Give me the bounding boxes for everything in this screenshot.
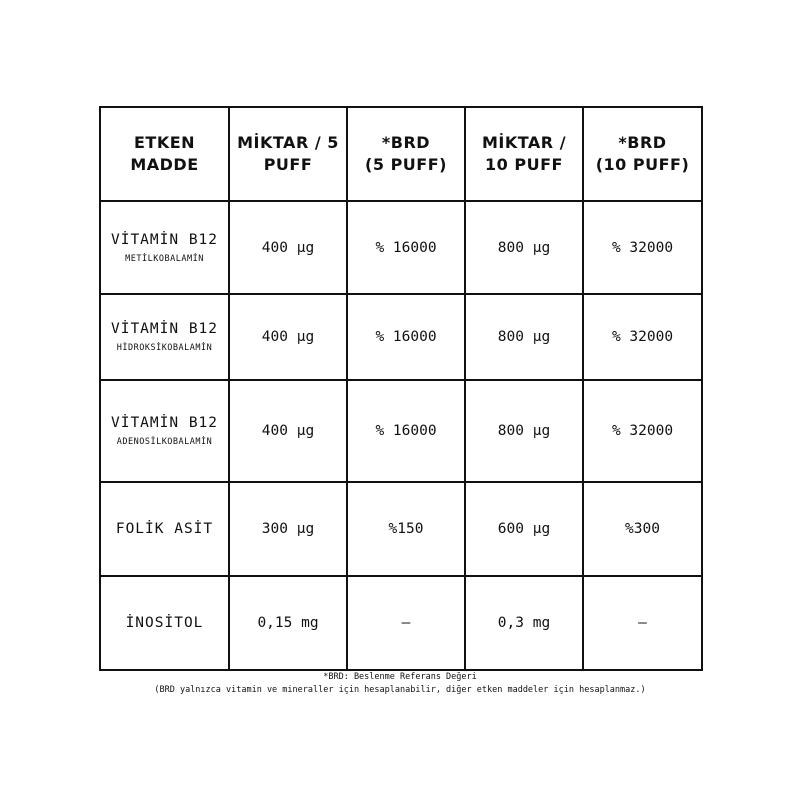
- ingredient-cell: [100, 201, 229, 294]
- header-line: MİKTAR / 5: [237, 133, 339, 152]
- footnote-brd-definition: *BRD: Beslenme Referans Değeri: [323, 672, 477, 682]
- ingredient-name: FOLİK ASİT: [115, 521, 214, 537]
- nutrition-table: [99, 106, 703, 671]
- brd-5-cell: %150: [347, 482, 465, 576]
- amount-10-cell: 800 µg: [465, 380, 583, 482]
- header-amount-5-puff: [229, 107, 347, 201]
- amount-10-cell: 800 µg: [465, 201, 583, 294]
- ingredient-cell: [100, 576, 229, 670]
- amount-10-cell: 600 µg: [465, 482, 583, 576]
- amount-10-cell: 0,3 mg: [465, 576, 583, 670]
- table-row: [100, 294, 702, 380]
- header-line: MİKTAR /: [481, 133, 567, 152]
- brd-5-cell: % 16000: [347, 380, 465, 482]
- brd-5-cell: % 16000: [347, 294, 465, 380]
- header-line: MADDE: [130, 155, 199, 174]
- table-row: [100, 482, 702, 576]
- brd-10-cell: –: [583, 576, 702, 670]
- table-row: [100, 380, 702, 482]
- brd-10-cell: %300: [583, 482, 702, 576]
- header-line: PUFF: [263, 155, 313, 174]
- header-active-ingredient: [100, 107, 229, 201]
- brd-5-cell: % 16000: [347, 201, 465, 294]
- footnotes: [0, 671, 800, 697]
- amount-5-cell: 400 µg: [229, 380, 347, 482]
- ingredient-form: METİLKOBALAMİN: [125, 253, 204, 264]
- amount-10-cell: 800 µg: [465, 294, 583, 380]
- amount-5-cell: 400 µg: [229, 201, 347, 294]
- header-brd-10-puff: [583, 107, 702, 201]
- brd-10-cell: % 32000: [583, 201, 702, 294]
- ingredient-name: İNOSİTOL: [125, 615, 204, 631]
- ingredient-name: VİTAMİN B12: [110, 415, 219, 431]
- header-line: ETKEN: [133, 133, 196, 152]
- header-row: [100, 107, 702, 201]
- brd-5-cell: –: [347, 576, 465, 670]
- ingredient-cell: [100, 380, 229, 482]
- ingredient-name: VİTAMİN B12: [110, 231, 219, 248]
- header-line: (10 PUFF): [595, 155, 690, 174]
- ingredient-form: ADENOSİLKOBALAMİN: [116, 437, 213, 447]
- header-line: *BRD: [618, 133, 667, 152]
- brd-10-cell: % 32000: [583, 294, 702, 380]
- header-line: 10 PUFF: [485, 155, 563, 174]
- ingredient-form: HİDROKSİKOBALAMİN: [116, 343, 213, 353]
- ingredient-cell: [100, 294, 229, 380]
- ingredient-cell: [100, 482, 229, 576]
- amount-5-cell: 400 µg: [229, 294, 347, 380]
- header-line: (5 PUFF): [365, 155, 447, 174]
- amount-5-cell: 0,15 mg: [229, 576, 347, 670]
- amount-5-cell: 300 µg: [229, 482, 347, 576]
- ingredient-name: VİTAMİN B12: [110, 321, 219, 337]
- footnote-brd-scope: (BRD yalnızca vitamin ve mineraller için hesaplanabilir, diğer etken maddeler için hesaplanmaz.): [154, 685, 646, 695]
- header-amount-10-puff: [465, 107, 583, 201]
- table-row: [100, 576, 702, 670]
- table-row: [100, 201, 702, 294]
- header-line: *BRD: [381, 133, 431, 152]
- brd-10-cell: % 32000: [583, 380, 702, 482]
- header-brd-5-puff: [347, 107, 465, 201]
